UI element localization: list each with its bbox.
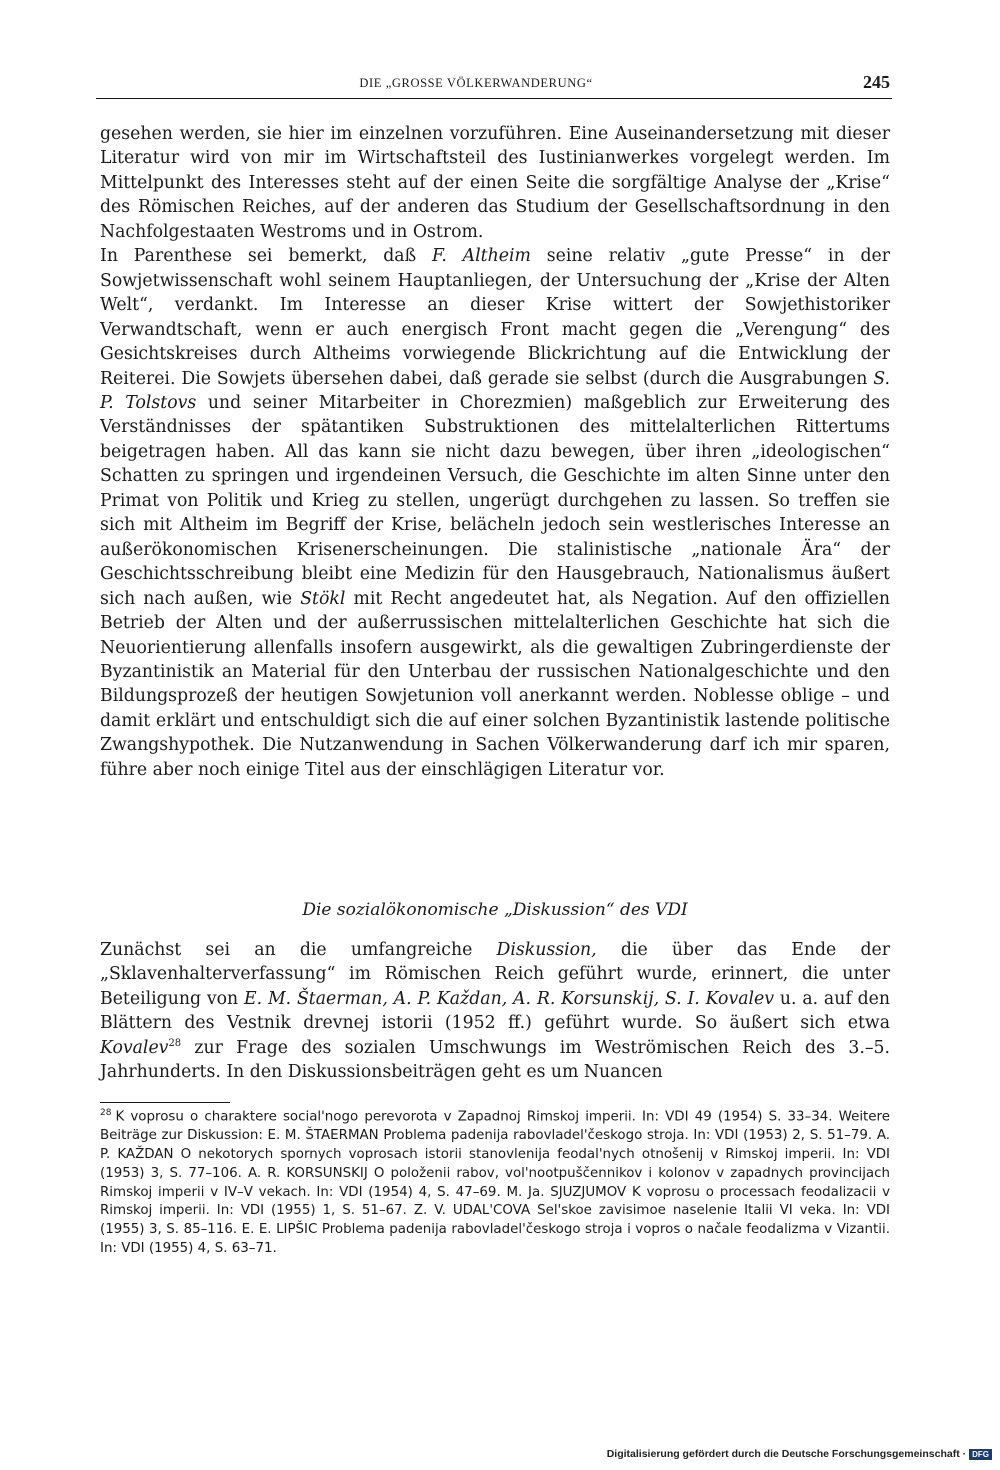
- paragraph-1: gesehen werden, sie hier im einzelnen vorzuführen. Eine Auseinandersetzung mit dieser Literatur wird von mir im Wirtschaftsteil des Iustinianwerkes vorgelegt werden. Im Mittelpunkt des Interesses steht auf der einen Seite die sorgfältige Analyse der „Krise“ des Römischen Reiches, auf der anderen das Studium der Gesellschaftsordnung in den Nachfolgestaaten Westroms und in Ostrom.: [100, 124, 890, 242]
- term-diskussion: Diskussion,: [496, 940, 597, 960]
- sec-text-d: zur Frage des sozialen Umschwungs im Weströmischen Reich des 3.–5. Jahrhunderts. In den Diskussionsbeiträgen geht es um Nuancen: [100, 1037, 890, 1083]
- p2-text-c: und seiner Mitarbeiter in Chorezmien) maßgeblich zur Erweiterung des Verständnisses der spätantiken Substruktionen des mittelalterlichen Rittertums beigetragen haben. All das kann sie nicht dazu bewegen, über ihren „ideologischen“ Schatten zu springen und irgendeinen Versuch, die Geschichte im alten Sinne unter den Primat von Politik und Krieg zu stellen, ungerügt durchgehen zu lassen. So treffen sie sich mit Altheim im Begriff der Krise, belächeln jedoch sein westlerisches Interesse an außerökonomischen Krisenerscheinungen. Die stalinistische „nationale Ära“ der Geschichtsschreibung bleibt eine Medizin für den Hausgebrauch, Nationalismus äußert sich nach außen, wie: [100, 392, 891, 609]
- header-rule: [96, 98, 892, 99]
- footnote: [100, 1104, 890, 1259]
- sec-text-b: die über das Ende der „Sklavenhalterverfassung“ im Römischen Reich geführt wurde, erinnert, die unter Beteiligung von: [100, 940, 890, 1009]
- section-paragraph: [100, 938, 890, 1085]
- author-kovalev: Kovalev: [100, 1037, 169, 1058]
- section-heading: Die sozialökonomische „Diskussion“ des VDI: [302, 900, 688, 920]
- section-text: [100, 938, 890, 1085]
- paragraph-2: [100, 244, 890, 782]
- footnote-rule: [100, 1102, 230, 1103]
- running-title: DIE „GROSSE VÖLKERWANDERUNG“: [359, 76, 593, 90]
- credit-text: Digitalisierung gefördert durch die Deutsche Forschungsgemeinschaft ·: [606, 1448, 967, 1460]
- p2-text-a: In Parenthese sei bemerkt, daß: [100, 246, 433, 267]
- page-number: 245: [863, 72, 890, 92]
- main-text: [100, 122, 890, 782]
- p2-text-b: seine relativ „gute Presse“ in der Sowjetwissenschaft wohl seinem Hauptanliegen, der Untersuchung der „Krise der Alten Welt“, verdankt. Im Interesse an dieser Krise wittert der Sowjethistoriker Verwandtschaft, wenn er auch energisch Front macht gegen die „Verengung“ des Gesichtskreises durch Altheims vorwiegende Blickrichtung auf die Entwicklung der Reiterei. Die Sowjets übersehen dabei, daß gerade sie selbst (durch die Ausgrabungen: [100, 246, 890, 389]
- footnote-ref: 28: [168, 1038, 182, 1050]
- running-header: [96, 72, 892, 98]
- p2-text-d: mit Recht angedeutet hat, als Negation. Auf den offiziellen Betrieb der Alten und der außerrussischen mittelalterlichen Geschichte hat sich die Neuorientierung allenfalls insofern ausgewirkt, als die gewaltigen Zubringerdienste der Byzantinistik an Material für den Unterbau der russischen Nationalgeschichte und den Bildungsprozeß der heutigen Sowjetunion voll anerkannt werden. Noblesse oblige – und damit erklärt und entschuldigt sich die auf einer solchen Byzantinistik lastende politische Zwangshypothek. Die Nutzanwendung in Sachen Völkerwanderung darf ich mir sparen, führe aber noch einige Titel aus der einschlägigen Literatur vor.: [100, 588, 890, 780]
- author-altheim: F. Altheim: [432, 246, 531, 267]
- footnote-number: 28: [100, 1108, 112, 1118]
- footnote-text: K voprosu o charaktere social'nogo perevorota v Zapadnoj Rimskoj imperii. In: VDI 49 (1954) S. 33–34. Weitere Beiträge zur Diskussion: E. M. ŠTAERMAN Problema padenija rabovladel'českogo stroja. In: VDI (1953) 2, S. 51–79. A. P. KAŽDAN O nekotorych spornych voprosach istorii stanovlenija feodal'nych otnošenij v Rimskoj imperii. In: VDI (1953) 3, S. 77–106. A. R. KORSUNSKIJ O položenii rabov, vol'nootpuščennikov i kolonov v zapadnych provincijach Rimskoj imperii v IV–V vekach. In: VDI (1954) 4, S. 47–69. M. Ja. SJUZJUMOV K voprosu o processach feodalizacii v Rimskoj imperii. In: VDI (1955) 1, S. 51–67. Z. V. UDAL'COVA Sel'skoe zavisimoe naselenie Italii VI veka. In: VDI (1955) 3, S. 85–116. E. E. LIPŠIC Problema padenija rabovladel'českogo stroja i vopros o načale feodalizma v Vizantii. In: VDI (1955) 4, S. 63–71.: [100, 1109, 890, 1257]
- sec-text-a: Zunächst sei an die umfangreiche: [100, 940, 497, 960]
- authors-list: E. M. Štaerman, A. P. Každan, A. R. Korsunskij, S. I. Kovalev: [244, 988, 775, 1009]
- sec-text-c: u. a. auf den Blättern des Vestnik drevnej istorii (1952 ff.) geführt wurde. So äußert sich etwa: [100, 988, 890, 1034]
- digitization-credit: [607, 1448, 992, 1460]
- dfg-logo-icon: DFG: [969, 1449, 992, 1460]
- author-stoekl: Stökl: [300, 588, 346, 609]
- author-tolstov: S. P. Tolstovs: [100, 368, 890, 413]
